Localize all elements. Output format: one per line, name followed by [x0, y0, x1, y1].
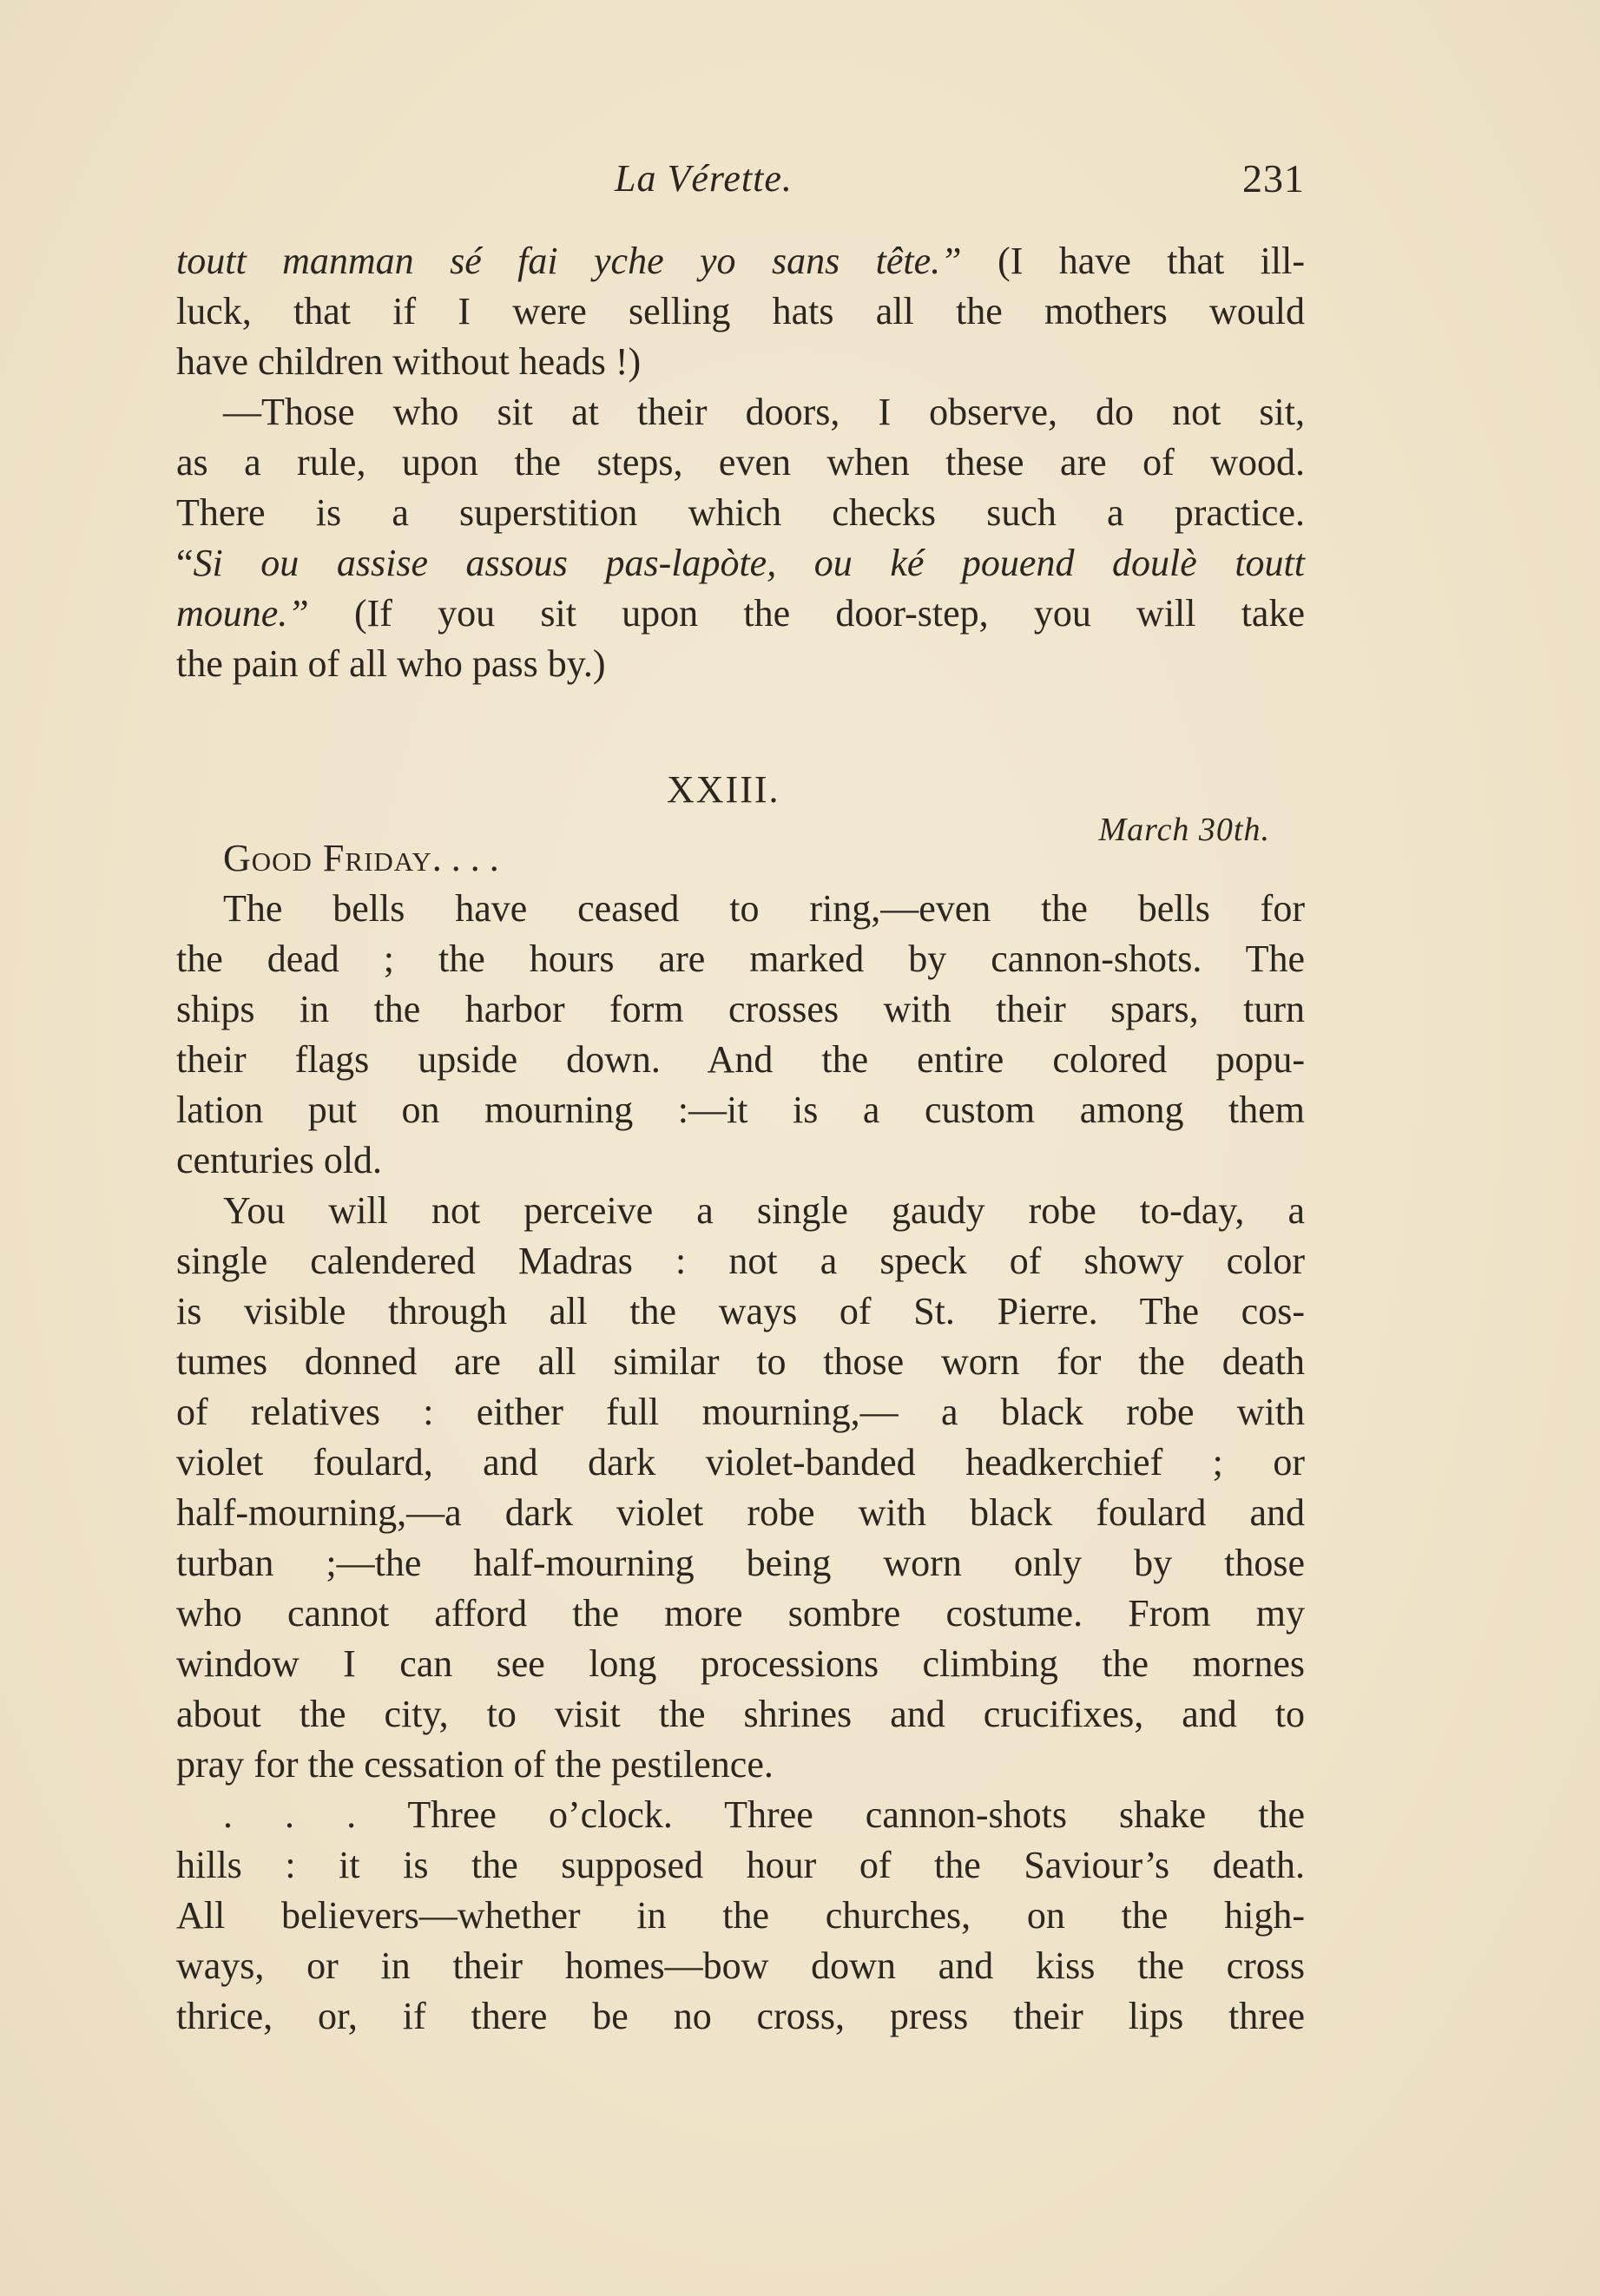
- text-run: the pain of all who pass by.): [176, 642, 606, 685]
- text-run: centuries old.: [176, 1139, 383, 1181]
- text-line: [176, 1236, 1305, 1286]
- running-head: [176, 153, 1305, 205]
- entry-date: March 30th.: [1098, 812, 1270, 848]
- text-line: [176, 1538, 1305, 1589]
- text-line: [176, 639, 1305, 689]
- text-line: [176, 1740, 1305, 1790]
- text-run: ships in the harbor form crosses with their spars, turn: [176, 988, 1305, 1030]
- text-line: [176, 1337, 1305, 1387]
- text-run: moune.”: [176, 592, 309, 635]
- text-run: The bells have ceased to ring,—even the bells for: [223, 887, 1305, 930]
- text-run: thrice, or, if there be no cross, press their lips three: [176, 1995, 1305, 2037]
- text-run: the dead ; the hours are marked by cannon-shots. The: [176, 937, 1305, 980]
- text-run: who cannot afford the more sombre costume. From my: [176, 1592, 1305, 1635]
- text-run: (I have that ill-: [961, 240, 1306, 282]
- text-line: [176, 337, 1305, 387]
- text-run: luck, that if I were selling hats all the mothers would: [176, 290, 1305, 332]
- text-run: toutt manman sé fai yche yo sans tête.”: [176, 240, 962, 282]
- text-run: violet foulard, and dark violet-banded headkerchief ; or: [176, 1441, 1305, 1484]
- text-run: . . . Three o’clock. Three cannon-shots shake the: [223, 1793, 1305, 1836]
- text-run: All believers—whether in the churches, on the high-: [176, 1894, 1305, 1937]
- text-line: [176, 488, 1305, 538]
- text-run: is visible through all the ways of St. Pierre. The cos-: [176, 1290, 1305, 1332]
- text-run: lation put on mourning :—it is a custom among them: [176, 1089, 1305, 1131]
- text-line: [176, 437, 1305, 488]
- text-line: [223, 884, 1305, 934]
- page-number: 231: [1242, 156, 1305, 201]
- text-run: half-mourning,—a dark violet robe with black foulard and: [176, 1491, 1305, 1534]
- text-run: “: [176, 542, 194, 584]
- text-line: [176, 1941, 1305, 1991]
- text-line: [176, 1035, 1305, 1085]
- text-run: tumes donned are all similar to those worn for the death: [176, 1340, 1305, 1383]
- text-line: [176, 1689, 1305, 1740]
- text-line: [176, 1589, 1305, 1639]
- text-line: [176, 1891, 1305, 1941]
- text-line: [223, 1186, 1305, 1236]
- text-run: their flags upside down. And the entire colored popu-: [176, 1038, 1305, 1081]
- text-line: [176, 1488, 1305, 1538]
- text-line: [176, 1437, 1305, 1488]
- text-run: . . . .: [431, 837, 499, 879]
- text-run: have children without heads !): [176, 340, 642, 383]
- text-line: [176, 1991, 1305, 2042]
- running-title: La Vérette.: [615, 157, 793, 200]
- text-line: [223, 1790, 1305, 1840]
- text-run: —Those who sit at their doors, I observe, do not sit,: [223, 391, 1305, 433]
- text-line: [176, 589, 1305, 639]
- section-heading: XXIII.: [667, 768, 780, 811]
- text-run: hills : it is the supposed hour of the Saviour’s death.: [176, 1844, 1305, 1886]
- text-line: [176, 984, 1305, 1035]
- text-line: [176, 1286, 1305, 1337]
- text-line: [223, 387, 1305, 437]
- text-run: Si ou assise assous pas-lapòte, ou ké pouend doulè toutt: [193, 542, 1305, 584]
- text-run: single calendered Madras : not a speck of showy color: [176, 1240, 1305, 1282]
- text-run: window I can see long processions climbing the mornes: [176, 1642, 1305, 1685]
- text-run: about the city, to visit the shrines and crucifixes, and to: [176, 1693, 1305, 1735]
- text-line: [176, 1085, 1305, 1135]
- text-line: [176, 538, 1305, 589]
- text-run: as a rule, upon the steps, even when these are of wood.: [176, 441, 1305, 484]
- text-run: turban ;—the half-mourning being worn only by those: [176, 1542, 1305, 1584]
- text-run: ways, or in their homes—bow down and kiss the cross: [176, 1944, 1305, 1987]
- text-run: There is a superstition which checks such a practice.: [176, 491, 1305, 534]
- text-run: Good Friday: [223, 837, 432, 879]
- text-line: [176, 286, 1305, 337]
- text-run: (If you sit upon the door-step, you will take: [308, 592, 1305, 635]
- text-run: You will not perceive a single gaudy robe to-day, a: [223, 1189, 1305, 1232]
- text-line: [176, 934, 1305, 984]
- text-line: [176, 1387, 1305, 1437]
- text-line: [176, 236, 1305, 286]
- text-line: [176, 1840, 1305, 1891]
- text-line: [176, 1639, 1305, 1689]
- text-run: of relatives : either full mourning,— a black robe with: [176, 1391, 1305, 1433]
- text-run: pray for the cessation of the pestilence.: [176, 1743, 774, 1786]
- text-line: [176, 1135, 1305, 1186]
